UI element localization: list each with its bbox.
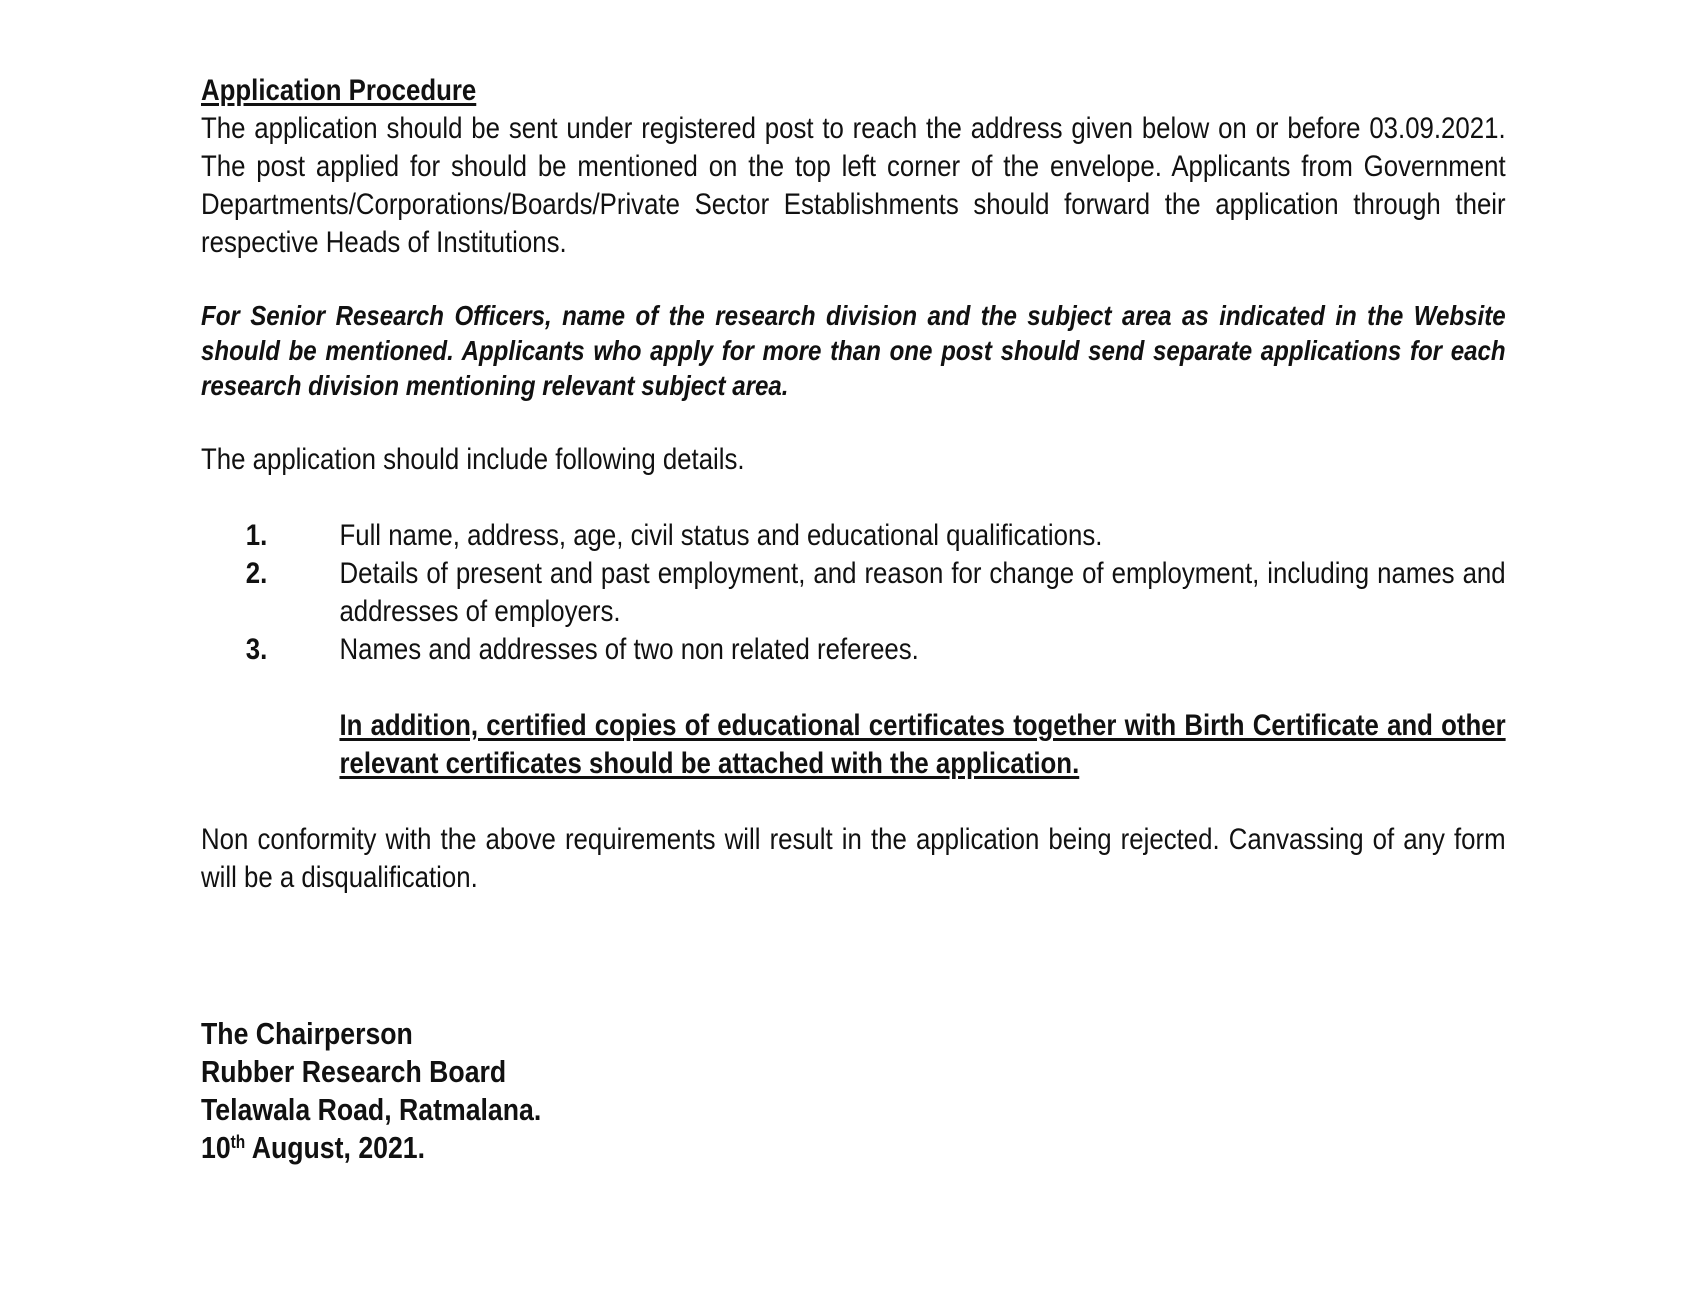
date-suffix: th: [230, 1132, 246, 1152]
spacer: [201, 783, 1506, 821]
list-item-text: Names and addresses of two non related referees.: [339, 633, 919, 666]
signature-title: The Chairperson: [201, 1016, 413, 1051]
list-item-text: Full name, address, age, civil status and educational qualifications.: [339, 519, 1103, 552]
spacer: [201, 403, 1506, 441]
signature-address: Telawala Road, Ratmalana.: [201, 1092, 542, 1127]
list-item: [201, 631, 1506, 669]
spacer: [201, 479, 1506, 517]
senior-officer-note: For Senior Research Officers, name of the research division and the subject area as indicated in the Website should be mentioned. Applicants who apply for more than one post should send separate applications for each research division mentioning relevant subject area.: [201, 300, 1506, 401]
spacer: [201, 669, 1506, 707]
list-item-number: 2.: [245, 557, 268, 590]
section-heading: Application Procedure: [201, 74, 477, 107]
date-rest: August, 2021.: [245, 1130, 426, 1165]
spacer: [201, 897, 1506, 1015]
document-page: [201, 72, 1506, 1167]
details-list: [201, 517, 1506, 669]
intro-paragraph: The application should be sent under registered post to reach the address given below on or before 03.09.2021. The post applied for should be mentioned on the top left corner of the envelope. Applicants from Government Departments/Corporations/Boards/Private Sector Establishments should forward the application through their respective Heads of Institutions.: [201, 112, 1506, 259]
list-item: [201, 517, 1506, 555]
list-item-number: 3.: [245, 633, 268, 666]
date-day: 10: [201, 1130, 231, 1165]
list-item-number: 1.: [245, 519, 268, 552]
details-intro: The application should include following details.: [201, 443, 745, 476]
list-item: [201, 555, 1506, 631]
rejection-note: Non conformity with the above requirements will result in the application being rejected. Canvassing of any form will be a disqualification.: [201, 823, 1506, 894]
signature-date: [201, 1129, 1506, 1167]
spacer: [201, 262, 1506, 298]
signature-block: [201, 1015, 1506, 1167]
attachment-note: In addition, certified copies of educational certificates together with Birth Certificate and other relevant certificates should be attached with the application.: [339, 709, 1506, 780]
list-item-text: Details of present and past employment, and reason for change of employment, including names and addresses of employers.: [339, 557, 1506, 628]
signature-organization: Rubber Research Board: [201, 1054, 507, 1089]
